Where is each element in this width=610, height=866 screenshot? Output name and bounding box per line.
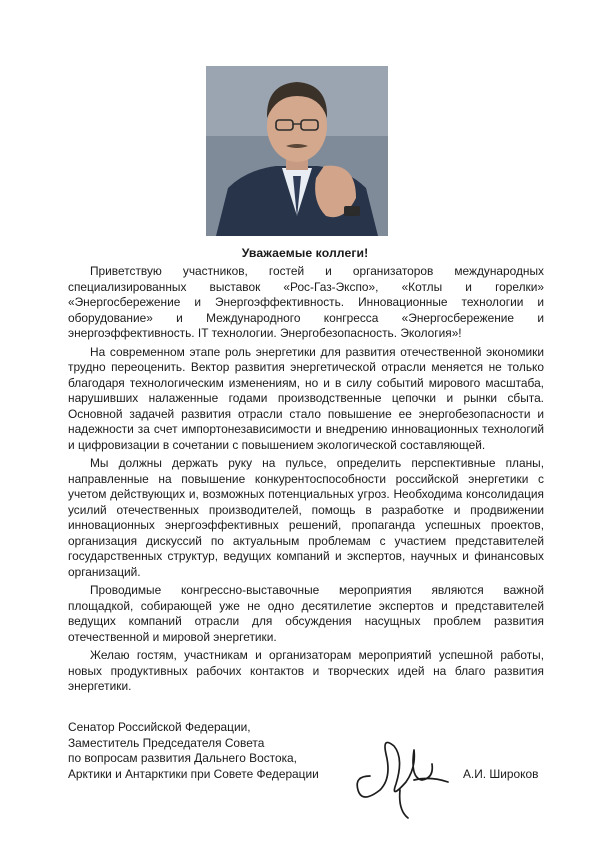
signer-title-block	[68, 720, 338, 782]
letter-paragraph: Приветствую участников, гостей и организаторов международных специализированных выставок «Рос-Газ-Экспо», «Котлы и горелки» «Энергосбережение и Энергоэффективность. Инновационные технологии и оборудование» и Международного конгресса «Энергосбережение и энергоэффективность. IT технологии. Энергобезопасность. Экология»!	[68, 264, 544, 340]
signer-title-line: Арктики и Антарктики при Совете Федерации	[68, 766, 319, 781]
letter-greeting: Уважаемые коллеги!	[241, 246, 369, 260]
portrait-photo-icon	[206, 66, 388, 236]
signer-title-line: Заместитель Председателя Совета	[68, 735, 265, 750]
letter-paragraph: Проводимые конгрессно-выставочные мероприятия являются важной площадкой, собирающей уже не одно десятилетие экспертов и представителей ведущих компаний отрасли для обсуждения насущных проблем развития отечественной и мировой энергетики.	[68, 583, 544, 644]
letter-body	[68, 264, 544, 698]
signer-title-line: Сенатор Российской Федерации,	[68, 720, 251, 734]
signature-icon	[352, 724, 452, 824]
signer-name: А.И. Широков	[463, 767, 539, 781]
letter-paragraph: На современном этапе роль энергетики для развития отечественной экономики трудно переоценить. Вектор развития энергетической отрасли меняется не только благодаря технологическим изменениям, но и в силу событий мирового масштаба, нарушивших налаженные годами производственные цепочки и рынки сбыта. Основной задачей развития отрасли стало повышение ее энергобезопасности и надежности за счет импортонезависимости и внедрению инновационных технологий и цифровизации в сочетании с повышением экологической составляющей.	[68, 344, 544, 452]
portrait-photo	[206, 66, 388, 236]
letter-paragraph: Мы должны держать руку на пульсе, определить перспективные планы, направленные на повышение конкурентоспособности российской энергетики с учетом действующих и, возможных потенциальных угроз. Необходима консолидация усилий отечественных производителей, помощь в разработке и продвижении инновационных энергоэффективных решений, пропаганда успешных проектов, организация дискуссий по актуальным проблемам с участием представителей государственных структур, ведущих компаний и экспертов, научных и финансовых организаций.	[68, 456, 544, 579]
letter-paragraph: Желаю гостям, участникам и организаторам мероприятий успешной работы, новых продуктивных рабочих контактов и творческих идей на благо развития энергетики.	[68, 648, 544, 693]
handwritten-signature	[352, 724, 452, 824]
signer-title-line: по вопросам развития Дальнего Востока,	[68, 751, 297, 765]
